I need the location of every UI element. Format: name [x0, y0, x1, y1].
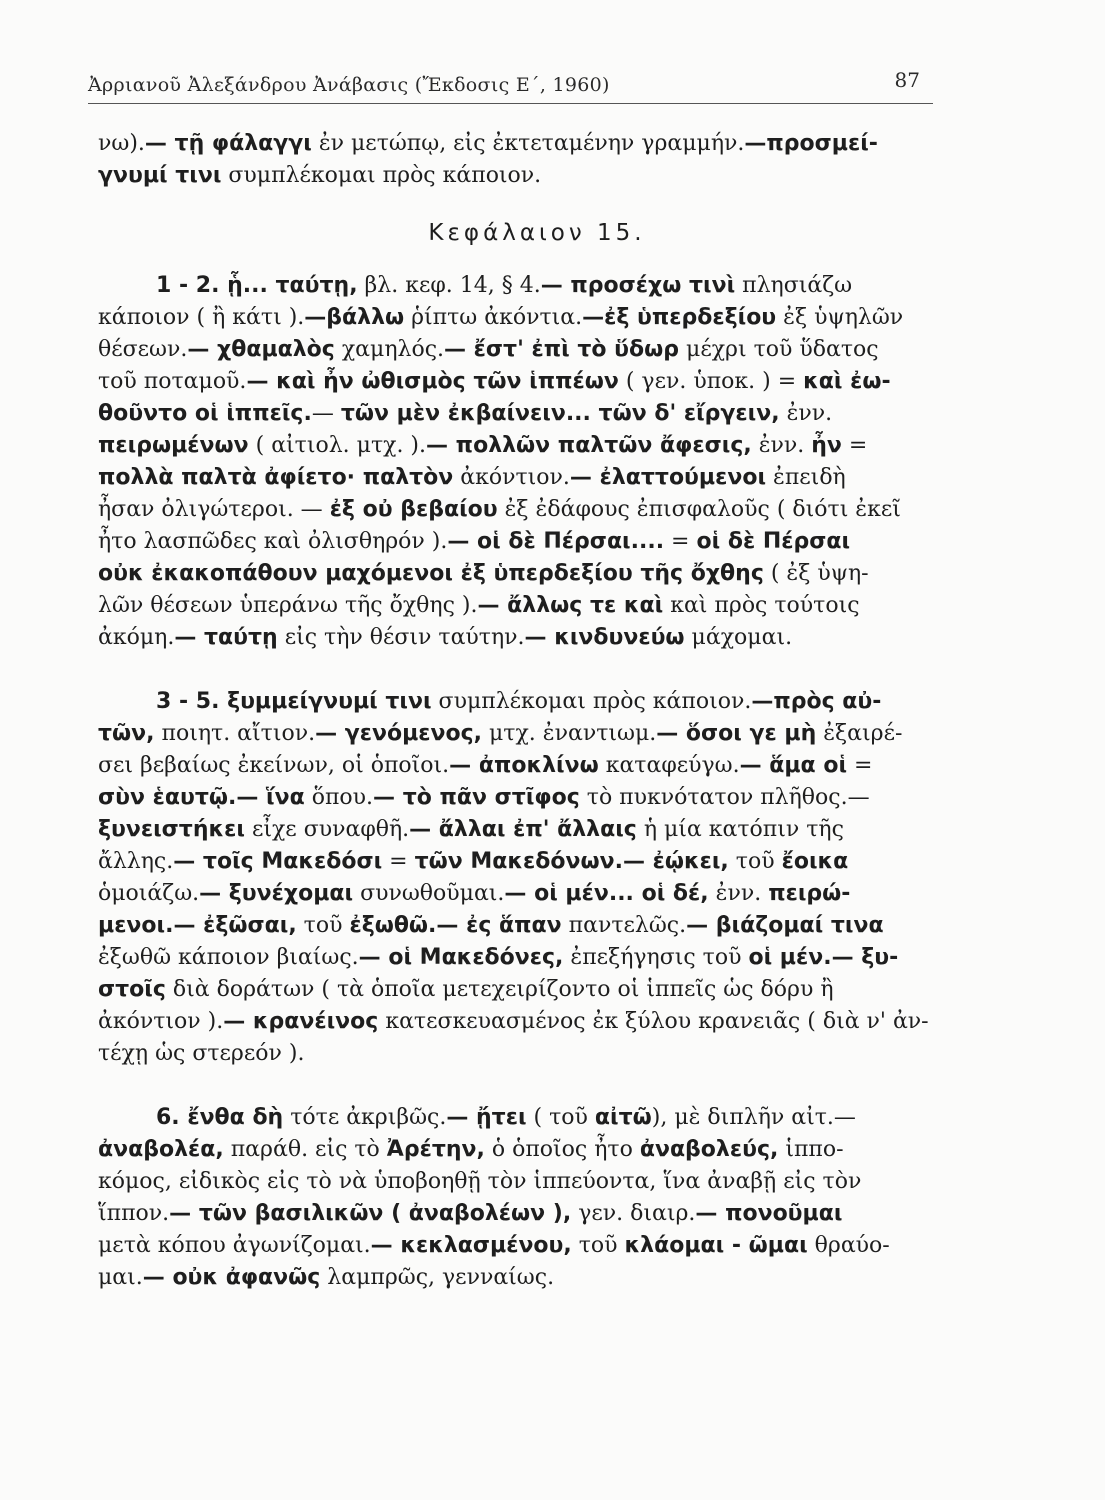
gloss-text: θέσεων. — [98, 337, 188, 362]
lemma-term: — ξυ- — [831, 945, 899, 970]
lemma-term: ξυνειστήκει — [98, 817, 245, 842]
gloss-text: ἀκόντιον ). — [98, 1009, 224, 1034]
gloss-text: ἐξαιρέ- — [816, 721, 903, 746]
gloss-text: γεν. διαιρ. — [571, 1201, 696, 1226]
gloss-text: κάποιον ( ἢ κάτι ). — [98, 305, 305, 330]
paragraph-sections-3-5 — [98, 686, 936, 1070]
gloss-text: τὸ πυκνότατον πλῆθος. — [579, 785, 848, 810]
lemma-term: σὺν ἑαυτῷ. — [98, 785, 237, 810]
text-line — [98, 558, 936, 590]
lemma-term: — ἄλλαι ἐπ' ἄλλαις — [409, 817, 637, 842]
lemma-term: τῶν Μακεδόνων. — [414, 849, 623, 874]
lemma-term: — ἔστ' ἐπὶ τὸ ὕδωρ — [444, 337, 680, 362]
gloss-text: = — [847, 753, 873, 778]
text-line — [98, 974, 936, 1006]
chapter-heading: Κεφάλαιον 15. — [428, 220, 646, 246]
gloss-text: ἐπειδὴ — [766, 465, 846, 490]
gloss-text: ( γεν. ὑποκ. ) = — [618, 369, 804, 394]
lemma-term: — βιάζομαί τινα — [686, 913, 884, 938]
lemma-term: — οἱ μέν... οἱ δέ, — [504, 881, 709, 906]
lemma-term: — ἐξῶσαι, — [173, 913, 297, 938]
gloss-text: ἐνν. — [779, 401, 833, 426]
gloss-text: βλ. κεφ. 14, § 4. — [357, 273, 541, 298]
gloss-text: μαι. — [98, 1265, 143, 1290]
text-line — [98, 334, 936, 366]
text-line — [98, 910, 936, 942]
text-line — [98, 366, 936, 398]
gloss-text: τοῦ — [571, 1233, 625, 1258]
lemma-term: — πολλῶν παλτῶν ἄφεσις, — [426, 433, 752, 458]
text-line — [98, 1230, 936, 1262]
lemma-term: ἦν — [811, 433, 842, 458]
text-line — [98, 878, 936, 910]
header-rule — [88, 103, 933, 104]
gloss-text: μετὰ κόπου ἀγωνίζομαι. — [98, 1233, 371, 1258]
gloss-text: ἦτο λασπῶδες καὶ ὀλισθηρόν ). — [98, 529, 448, 554]
text-line — [98, 1102, 936, 1134]
gloss-text: ἐξ ὑψηλῶν — [776, 305, 904, 330]
gloss-text: = — [841, 433, 868, 458]
lemma-term: αἰτῶ — [594, 1105, 652, 1130]
lemma-term: μενοι. — [98, 913, 174, 938]
text-line — [98, 494, 936, 526]
text-line — [98, 750, 936, 782]
lemma-term: — κρανέινος — [223, 1009, 379, 1034]
lemma-term: ἐξ οὐ βεβαίου — [329, 497, 498, 522]
paragraph-section-6 — [98, 1102, 936, 1294]
gloss-text: ἄλλης. — [98, 849, 174, 874]
lemma-term: τῶν μὲν ἐκβαίνειν... τῶν δ' εἴργειν, — [340, 401, 780, 426]
gloss-text: τοῦ — [728, 849, 782, 874]
text-line — [98, 1262, 936, 1294]
lemma-term: — χθαμαλὸς — [187, 337, 335, 362]
gloss-text: ἐνν. — [708, 881, 769, 906]
text-line — [98, 846, 936, 878]
gloss-text: παντελῶς. — [561, 913, 687, 938]
gloss-text: ἱππο- — [778, 1137, 844, 1162]
gloss-text: ὁ ὁποῖος ἦτο — [484, 1137, 640, 1162]
lemma-term: — ὅσοι γε μὴ — [656, 721, 817, 746]
header-title: Ἀρριανοῦ Ἀλεξάνδρου Ἀνάβασις (Ἔκδοσις Ε΄, 1960) — [88, 74, 610, 96]
text-line — [98, 526, 936, 558]
gloss-text: — — [847, 785, 870, 810]
paragraph-gap — [98, 654, 936, 686]
lemma-term: — ἵνα — [236, 785, 305, 810]
lemma-term: — πονοῦμαι — [695, 1201, 843, 1226]
gloss-text: ὅπου. — [304, 785, 374, 810]
gloss-text: ἡ μία κατόπιν τῆς — [636, 817, 844, 842]
lemma-term: — ξυνέχομαι — [199, 881, 354, 906]
lemma-term: — τῶν βασιλικῶν ( ἀναβολέων ), — [169, 1201, 572, 1226]
gloss-text: συνωθοῦμαι. — [353, 881, 505, 906]
running-header — [88, 66, 928, 102]
paragraph-intro — [98, 128, 936, 192]
gloss-text: μτχ. ἐναντιωμ. — [482, 721, 657, 746]
text-line — [98, 398, 936, 430]
text-line — [98, 160, 936, 192]
lemma-term: κλάομαι - ῶμαι — [624, 1233, 808, 1258]
text-line — [98, 1134, 936, 1166]
text-line — [98, 1198, 936, 1230]
lemma-term: — τοῖς Μακεδόσι — [173, 849, 383, 874]
paragraph-gap — [98, 1070, 936, 1102]
gloss-text: — — [833, 1105, 856, 1130]
gloss-text: ποιητ. αἴτιον. — [154, 721, 316, 746]
gloss-text: ( ἐξ ὑψη- — [763, 561, 869, 586]
gloss-text: τοῦ — [296, 913, 350, 938]
gloss-text: μάχομαι. — [684, 625, 793, 650]
lemma-term: —ἐξ ὑπερδεξίου — [582, 305, 777, 330]
lemma-term: τῶν, — [98, 721, 155, 746]
lemma-term: — οἱ Μακεδόνες, — [358, 945, 564, 970]
text-line — [98, 1038, 936, 1070]
gloss-text: τοῦ ποταμοῦ. — [98, 369, 247, 394]
gloss-text: λαμπρῶς, γενναίως. — [320, 1265, 555, 1290]
lemma-term: 6. ἔνθα δὴ — [156, 1105, 284, 1130]
gloss-text: τέχῃ ὡς στερεόν ). — [98, 1041, 305, 1066]
gloss-text: συμπλέκομαι πρὸς κάποιον. — [221, 163, 542, 188]
text-line — [98, 430, 936, 462]
lemma-term: πειρώ- — [768, 881, 851, 906]
lemma-term: Ἀρέτην, — [386, 1137, 485, 1162]
lemma-term: —πρὸς αὐ- — [751, 689, 882, 714]
gloss-text: = — [664, 529, 697, 554]
gloss-text: τότε ἀκριβῶς. — [283, 1105, 447, 1130]
gloss-text: σει βεβαίως ἐκείνων, οἱ ὁποῖοι. — [98, 753, 450, 778]
gloss-text: ἀκόντιον. — [453, 465, 570, 490]
gloss-text: ὁμοιάζω. — [98, 881, 200, 906]
lemma-term: πειρωμένων — [98, 433, 249, 458]
lemma-term: ἔοικα — [781, 849, 849, 874]
text-line — [98, 1166, 936, 1198]
lemma-term: στοῖς — [98, 977, 166, 1002]
lemma-term: — ἅμα οἱ — [739, 753, 848, 778]
lemma-term: — ᾔτει — [446, 1105, 527, 1130]
lemma-term: οἱ μέν. — [748, 945, 832, 970]
lemma-term: — ταύτῃ — [174, 625, 278, 650]
lemma-term: οἱ δὲ Πέρσαι — [696, 529, 851, 554]
gloss-text: ), μὲ διπλῆν αἰτ. — [651, 1105, 834, 1130]
lemma-term: — ἀποκλίνω — [449, 753, 599, 778]
gloss-text: = — [382, 849, 415, 874]
page-number: 87 — [894, 68, 920, 92]
lemma-term: — ἄλλως τε καὶ — [477, 593, 664, 618]
lemma-term: — καὶ ἦν ὠθισμὸς τῶν ἱππέων — [246, 369, 619, 394]
lemma-term: — γενόμενος, — [315, 721, 483, 746]
gloss-text: ἐνν. — [751, 433, 812, 458]
gloss-text: καὶ πρὸς τούτοις — [663, 593, 860, 618]
lemma-term: — οἱ δὲ Πέρσαι.... — [447, 529, 665, 554]
lemma-term: — κινδυνεύω — [524, 625, 685, 650]
gloss-text: ἐξωθῶ κάποιον βιαίως. — [98, 945, 359, 970]
lemma-term: — τὸ πᾶν στῖφος — [373, 785, 580, 810]
text-line — [98, 270, 936, 302]
lemma-term: — ἐς ἅπαν — [436, 913, 562, 938]
gloss-text: μέχρι τοῦ ὕδατος — [679, 337, 879, 362]
paragraph-sections-1-2 — [98, 270, 936, 654]
lemma-term: θοῦντο οἱ ἱππεῖς. — [98, 401, 312, 426]
commentary-body — [98, 128, 936, 1294]
gloss-text: πλησιάζω — [735, 273, 853, 298]
gloss-text: λῶν θέσεων ὑπεράνω τῆς ὄχθης ). — [98, 593, 478, 618]
text-line — [98, 590, 936, 622]
gloss-text: συμπλέκομαι πρὸς κάποιον. — [431, 689, 752, 714]
gloss-text: εἶχε συναφθῆ. — [244, 817, 410, 842]
lemma-term: πολλὰ παλτὰ ἀφίετο· παλτὸν — [98, 465, 454, 490]
gloss-text: ἐν μετώπῳ, εἰς ἐκτεταμένην γραμμήν. — [311, 131, 745, 156]
gloss-text: νω). — [98, 131, 145, 156]
gloss-text: διὰ δοράτων ( τὰ ὁποῖα μετεχειρίζοντο οἱ ἱππεῖς ὡς δόρυ ἢ — [165, 977, 834, 1002]
text-line — [98, 128, 936, 160]
text-line — [98, 814, 936, 846]
gloss-text: ( τοῦ — [526, 1105, 595, 1130]
lemma-term: — ἐλαττούμενοι — [569, 465, 767, 490]
lemma-term: — κεκλασμένου, — [370, 1233, 572, 1258]
lemma-term: — οὐκ ἀφανῶς — [142, 1265, 321, 1290]
gloss-text: εἰς τὴν θέσιν ταύτην. — [277, 625, 525, 650]
lemma-term: γνυμί τινι — [98, 163, 222, 188]
lemma-term: 3 - 5. ξυμμείγνυμί τινι — [156, 689, 432, 714]
gloss-text: θραύο- — [807, 1233, 890, 1258]
lemma-term: ἀναβολεύς, — [639, 1137, 779, 1162]
gloss-text: ἐξ ἐδάφους ἐπισφαλοῦς ( διότι ἐκεῖ — [497, 497, 901, 522]
gloss-text: ἀκόμη. — [98, 625, 175, 650]
text-line — [98, 1006, 936, 1038]
lemma-term: —βάλλω — [304, 305, 405, 330]
gloss-text: κόμος, εἰδικὸς εἰς τὸ νὰ ὑποβοηθῇ τὸν ἱππεύοντα, ἵνα ἀναβῇ εἰς τὸν — [98, 1169, 862, 1194]
lemma-term: ἀναβολέα, — [98, 1137, 224, 1162]
text-line — [98, 782, 936, 814]
text-line — [98, 462, 936, 494]
gloss-text: ἐπεξήγησις τοῦ — [563, 945, 749, 970]
gloss-text: ῥίπτω ἀκόντια. — [404, 305, 583, 330]
lemma-term: οὐκ ἐκακοπάθουν μαχόμενοι ἐξ ὑπερδεξίου τῆς ὄχθης — [98, 561, 764, 586]
text-line — [98, 622, 936, 654]
gloss-text: χαμηλός. — [334, 337, 445, 362]
gloss-text: — — [311, 401, 341, 426]
gloss-text: ἦσαν ὀλιγώτεροι. — — [98, 497, 330, 522]
gloss-text: ἵππον. — [98, 1201, 170, 1226]
text-line — [98, 942, 936, 974]
gloss-text: ( αἰτιολ. μτχ. ). — [248, 433, 427, 458]
lemma-term: — προσέχω τινὶ — [540, 273, 736, 298]
lemma-term: καὶ ἐω- — [803, 369, 891, 394]
lemma-term: ἐξωθῶ. — [349, 913, 437, 938]
gloss-text: κατεσκευασμένος ἐκ ξύλου κρανειᾶς ( διὰ ν' ἀν- — [378, 1009, 929, 1034]
text-line — [98, 686, 936, 718]
lemma-term: — τῇ φάλαγγι — [144, 131, 312, 156]
lemma-term: — ἐῴκει, — [622, 849, 729, 874]
lemma-term: —προσμεί- — [744, 131, 878, 156]
text-line — [98, 718, 936, 750]
text-line — [98, 302, 936, 334]
gloss-text: παράθ. εἰς τὸ — [223, 1137, 387, 1162]
lemma-term: 1 - 2. ᾗ... ταύτῃ, — [156, 273, 358, 298]
gloss-text: καταφεύγω. — [598, 753, 740, 778]
